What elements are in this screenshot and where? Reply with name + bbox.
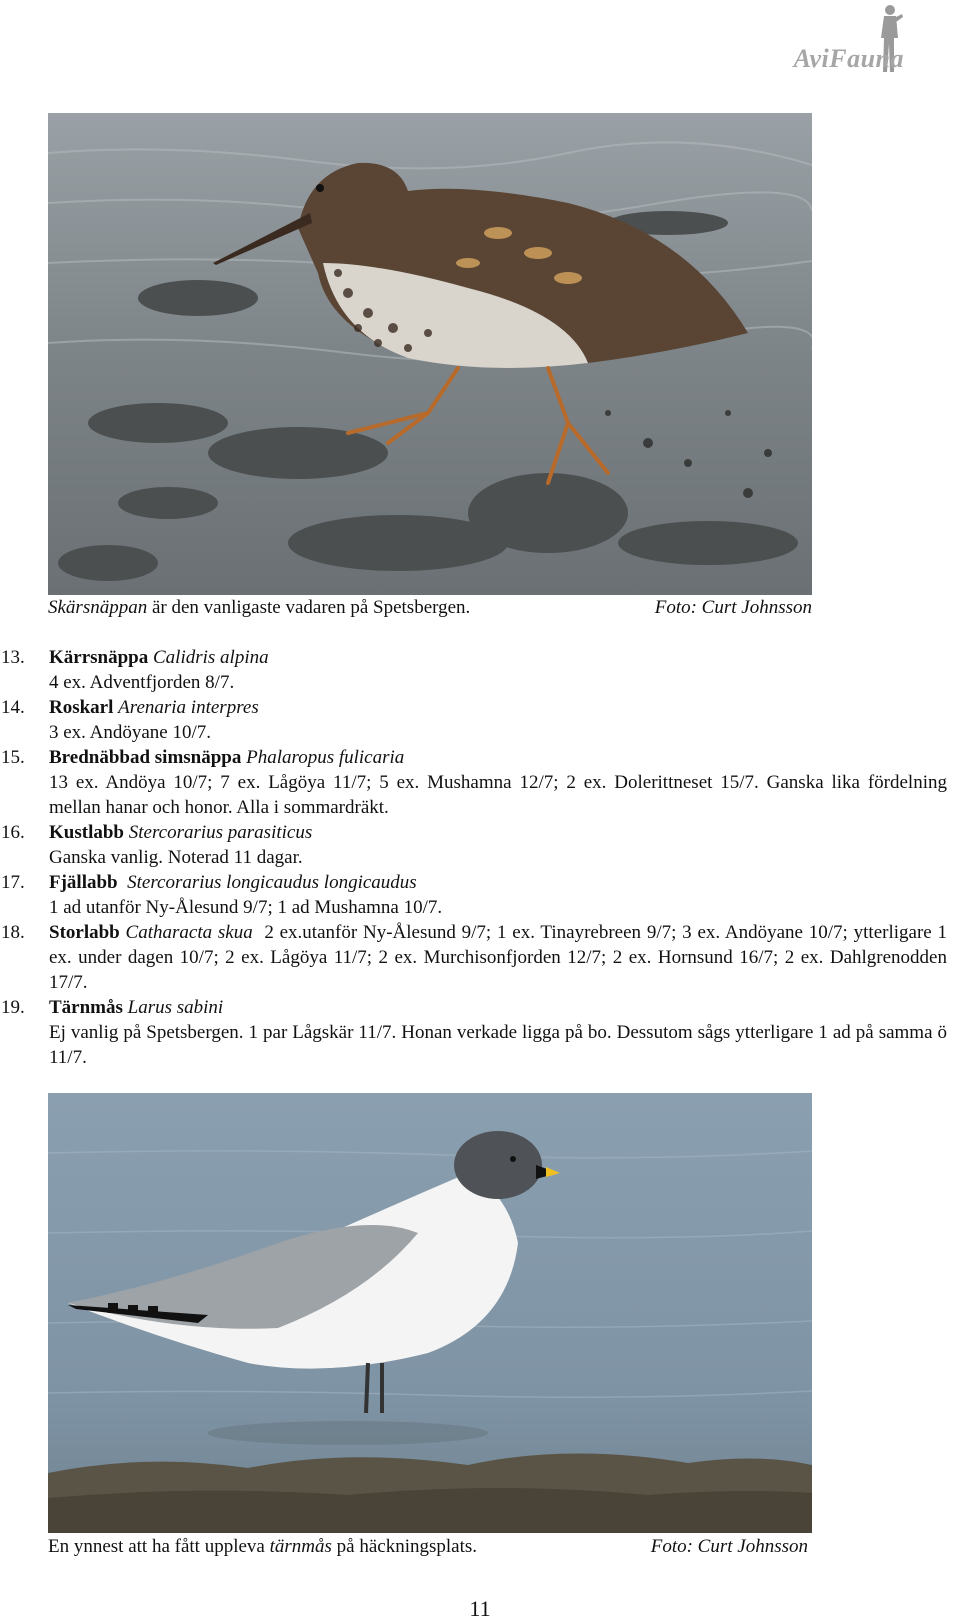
species-name: Storlabb xyxy=(49,922,120,943)
species-entry xyxy=(0,920,960,995)
species-name: Kustlabb xyxy=(49,822,124,843)
species-latin: Stercorarius longicaudus longicaudus xyxy=(127,872,417,893)
species-latin: Arenaria interpres xyxy=(118,697,259,718)
species-notes: Ej vanlig på Spetsbergen. 1 par Lågskär 11/7. Honan verkade ligga på bo. Dessutom sågs ytterligare 1 ad på samma ö 11/7. xyxy=(49,1022,947,1068)
species-latin: Catharacta skua xyxy=(125,922,253,943)
species-notes: 2 ex.utanför Ny-Ålesund 9/7; 1 ex. Tinayrebreen 9/7; 3 ex. Andöyane 10/7; ytterligare 1 ex. under dagen 10/7; 2 ex. Lågöya 11/7; 2 ex. Murchisonfjorden 12/7; 2 ex. Hornsund 16/7; 2 ex. Dahlgrenodden 17/7. xyxy=(49,922,947,993)
species-entry xyxy=(0,995,960,1070)
species-name: Tärnmås xyxy=(49,997,123,1018)
entry-number: 14. xyxy=(1,697,25,718)
species-notes: 4 ex. Adventfjorden 8/7. xyxy=(49,672,235,693)
species-list xyxy=(0,645,960,1070)
species-name: Fjällabb xyxy=(49,872,118,893)
caption-species: Skärsnäppan xyxy=(48,597,148,618)
entry-number: 18. xyxy=(1,922,25,943)
species-latin: Stercorarius parasiticus xyxy=(128,822,313,843)
species-name: Brednäbbad simsnäppa xyxy=(49,747,242,768)
entry-number: 16. xyxy=(1,822,25,843)
logo-text: AviFauna xyxy=(793,44,904,73)
sandpiper-caption xyxy=(48,596,812,620)
species-notes: Ganska vanlig. Noterad 11 dagar. xyxy=(49,847,303,868)
species-latin: Larus sabini xyxy=(127,997,224,1018)
species-notes: 1 ad utanför Ny-Ålesund 9/7; 1 ad Mushamna 10/7. xyxy=(49,897,443,918)
entry-number: 19. xyxy=(1,997,25,1018)
caption-text: på häckningsplats. xyxy=(331,1536,478,1557)
species-latin: Calidris alpina xyxy=(153,647,269,668)
species-entry xyxy=(0,870,960,920)
avifauna-logo xyxy=(754,0,934,80)
gull-caption xyxy=(48,1535,808,1559)
caption-species: tärnmås xyxy=(269,1536,332,1557)
species-latin: Phalaropus fulicaria xyxy=(246,747,405,768)
caption-text: är den vanligaste vadaren på Spetsbergen. xyxy=(147,597,471,618)
photo-credit: Foto: Curt Johnsson xyxy=(650,1536,808,1557)
entry-number: 17. xyxy=(1,872,25,893)
caption-text: En ynnest att ha fått uppleva xyxy=(48,1536,270,1557)
page-number: 11 xyxy=(469,1596,491,1621)
species-name: Kärrsnäppa xyxy=(49,647,149,668)
photo-credit: Foto: Curt Johnsson xyxy=(654,597,812,618)
species-entry xyxy=(0,645,960,695)
sandpiper-photo xyxy=(48,113,812,595)
species-notes: 3 ex. Andöyane 10/7. xyxy=(49,722,212,743)
species-entry xyxy=(0,695,960,745)
entry-number: 15. xyxy=(1,747,25,768)
sabines-gull-photo xyxy=(48,1093,812,1533)
species-name: Roskarl xyxy=(49,697,114,718)
species-entry xyxy=(0,745,960,820)
species-notes: 13 ex. Andöya 10/7; 7 ex. Lågöya 11/7; 5 ex. Mushamna 12/7; 2 ex. Dolerittneset 15/7. Ganska lika fördelning mellan hanar och honor. Alla i sommardräkt. xyxy=(49,772,947,818)
species-entry xyxy=(0,820,960,870)
entry-number: 13. xyxy=(1,647,25,668)
